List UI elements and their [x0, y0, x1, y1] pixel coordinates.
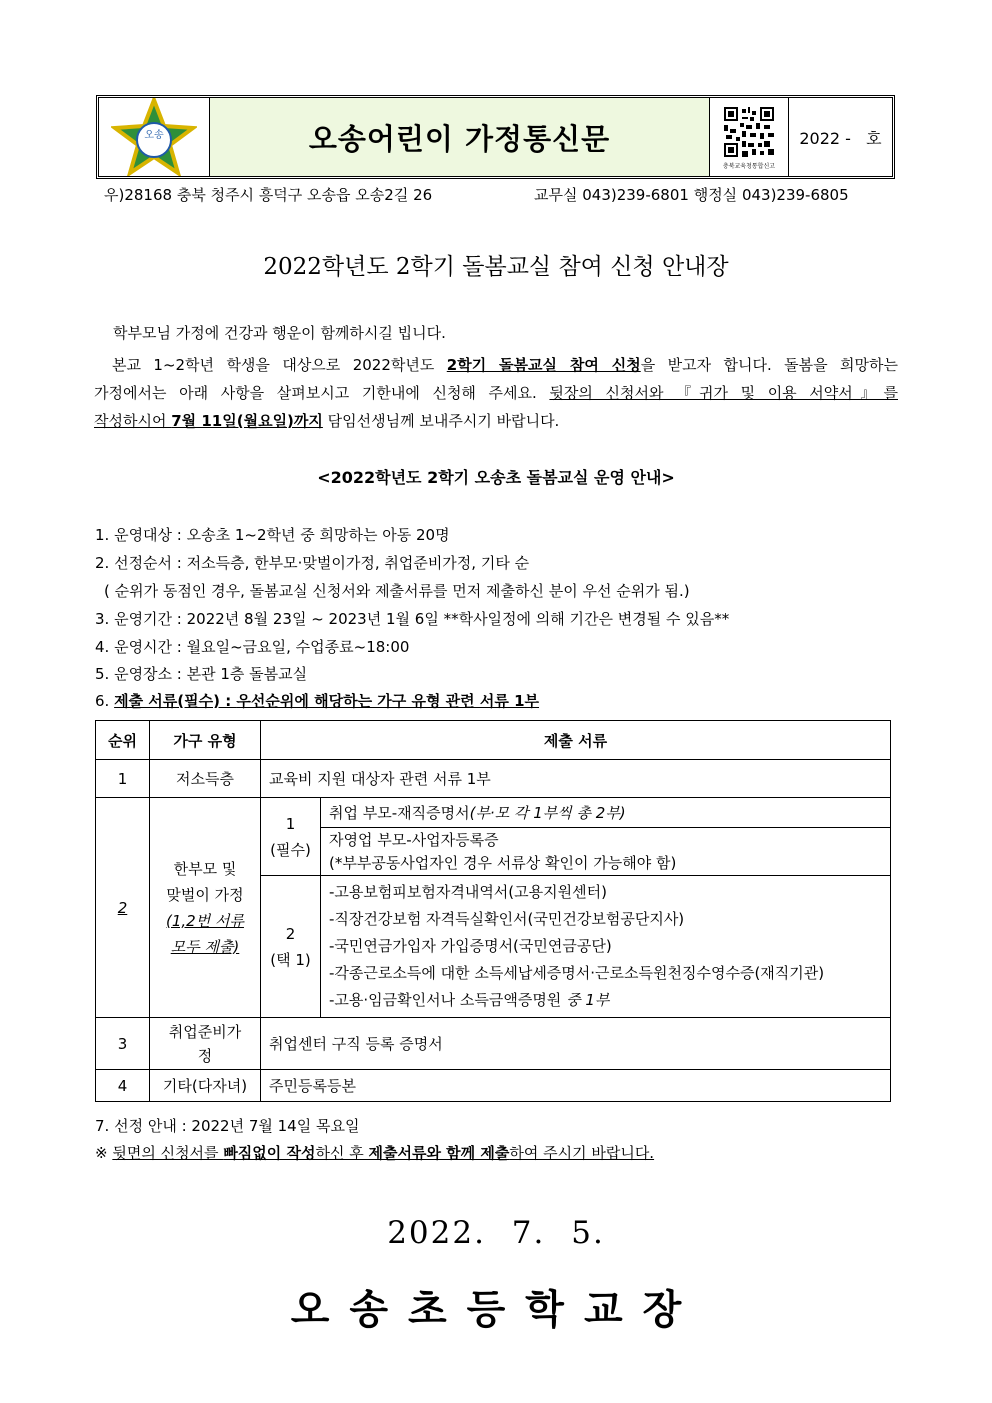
doc-text: -직장건강보험 자격득실확인서(국민건강보험공단지사)	[329, 910, 685, 928]
notice-text: 하여 주시기 바랍니다.	[509, 1144, 655, 1162]
intro-emphasis: 2학기 돌봄교실 참여 신청	[446, 356, 641, 374]
notice-emphasis: 빠짐없이 작성	[223, 1144, 316, 1162]
doc-note: (*부부공동사업자인 경우 서류상 확인이 가능해야 함)	[329, 853, 677, 872]
greeting-line: 학부모님 가정에 건강과 행운이 함께하시길 빕니다.	[113, 324, 446, 342]
notice-text: 뒷면의 신청서를	[112, 1144, 224, 1162]
doc-text: -고용보험피보험자격내역서(고용지원센터)	[329, 883, 607, 901]
type-line: 맞벌이 가정	[166, 885, 244, 904]
document-title: 2022학년도 2학기 돌봄교실 참여 신청 안내장	[263, 254, 729, 280]
table-row	[96, 798, 891, 828]
logo-text: 오송	[144, 130, 164, 141]
type-line: 한부모 및	[173, 859, 237, 878]
type-cell	[150, 798, 261, 1018]
type-cell: 기타(다자녀)	[150, 1070, 261, 1102]
submission-notice	[95, 1142, 654, 1163]
rank-cell: 4	[96, 1070, 150, 1102]
doc-cell	[321, 798, 891, 828]
item-6	[95, 690, 539, 711]
group-label: (택 1)	[270, 950, 311, 969]
group-1-cell	[261, 798, 321, 876]
group-label: (필수)	[270, 840, 311, 859]
table-header-row	[96, 721, 891, 760]
doc-cell	[321, 828, 891, 876]
type-cell: 저소득층	[150, 760, 261, 798]
item-6-label: 제출 서류(필수) :	[114, 692, 237, 710]
phone-numbers: 교무실 043)239-6801 행정실 043)239-6805	[534, 186, 849, 204]
item-5: 5. 운영장소 : 본관 1층 돌봄교실	[95, 665, 308, 683]
type-note: (1,2번 서류	[166, 911, 244, 930]
school-emblem-icon	[111, 98, 197, 176]
type-cell	[150, 1018, 261, 1070]
intro-underlined: 작성하시어	[94, 412, 172, 430]
doc-text: 자영업 부모-사업자등록증	[329, 830, 499, 849]
intro-text: 담임선생님께 보내주시기 바랍니다.	[322, 412, 560, 430]
issue-date: 2022. 7. 5.	[387, 1215, 605, 1251]
type-line: 취업준비가	[168, 1022, 242, 1041]
qr-code-icon	[722, 105, 776, 159]
group-2-cell	[261, 876, 321, 1018]
group-number: 2	[285, 924, 296, 943]
doc-note: (부·모 각 1부씩 총 2부)	[469, 804, 626, 822]
intro-text: 가정에서는 아래 사항을 살펴보시고 기한내에 신청해 주세요.	[94, 384, 550, 402]
rank-cell: 1	[96, 760, 150, 798]
masthead	[96, 95, 895, 179]
doc-text: -고용·임금확인서나 소득금액증명원	[329, 991, 567, 1009]
type-line: 정	[197, 1046, 213, 1065]
doc-cell: 취업센터 구직 등록 증명서	[261, 1018, 891, 1070]
item-1: 1. 운영대상 : 오송초 1~2학년 중 희망하는 아동 20명	[95, 526, 450, 544]
doc-cell: 주민등록등본	[261, 1070, 891, 1102]
newsletter-title: 오송어린이 가정통신문	[210, 98, 710, 176]
intro-text: 본교 1~2학년 학생을 대상으로 2022학년도	[112, 356, 447, 374]
table-row	[96, 760, 891, 798]
doc-note: 중 1부	[566, 991, 610, 1009]
intro-underlined: 뒷장의 신청서와 『귀가 및 이용 서약서』를	[549, 384, 898, 402]
item-2: 2. 선정순서 : 저소득층, 한부모·맞벌이가정, 취업준비가정, 기타 순	[95, 554, 530, 572]
doc-cell: 교육비 지원 대상자 관련 서류 1부	[261, 760, 891, 798]
notice-text: 하신 후	[315, 1144, 369, 1162]
rank-cell: 3	[96, 1018, 150, 1070]
intro-line-2	[94, 354, 898, 375]
doc-text: 취업 부모-재직증명서	[329, 804, 470, 822]
school-logo	[99, 98, 210, 176]
deadline: 7월 11일(월요일)까지	[171, 412, 323, 430]
intro-line-4	[94, 410, 559, 431]
group-number: 1	[285, 814, 296, 833]
documents-table	[95, 720, 891, 1102]
doc-text: -각종근로소득에 대한 소득세납세증명서·근로소득원천징수영수증(재직기관)	[329, 964, 825, 982]
postal-address: 우)28168 충북 청주시 흥덕구 오송읍 오송2길 26	[104, 186, 433, 204]
type-note: 모두 제출)	[170, 937, 240, 956]
header-documents: 제출 서류	[261, 721, 891, 760]
doc-text: -국민연금가입자 가입증명서(국민연금공단)	[329, 937, 612, 955]
section-title: <2022학년도 2학기 오송초 돌봄교실 운영 안내>	[317, 468, 675, 487]
table-row	[96, 1070, 891, 1102]
item-2-note: ( 순위가 동점인 경우, 돌봄교실 신청서와 제출서류를 먼저 제출하신 분이 우선 순위가 됨.)	[104, 582, 690, 600]
doc-cell	[321, 876, 891, 1018]
item-4: 4. 운영시간 : 월요일~금요일, 수업종료~18:00	[95, 638, 410, 656]
table-row	[96, 1018, 891, 1070]
issue-number: 2022 - 호	[799, 128, 882, 148]
intro-text: 을 받고자 합니다. 돌봄을 희망하는	[640, 356, 899, 374]
item-6-number: 6.	[95, 692, 115, 710]
qr-code-block[interactable]	[710, 98, 789, 176]
notice-mark: ※	[95, 1144, 113, 1162]
header-rank: 순위	[96, 721, 150, 760]
header-household-type: 가구 유형	[150, 721, 261, 760]
qr-caption: 충북교육청통합신고	[722, 162, 776, 170]
notice-emphasis: 제출서류와 함께 제출	[368, 1144, 510, 1162]
rank-cell: 2	[96, 798, 150, 1018]
item-3: 3. 운영기간 : 2022년 8월 23일 ~ 2023년 1월 6일 **학사일정에 의해 기간은 변경될 수 있음**	[95, 610, 730, 628]
intro-line-3	[94, 382, 898, 403]
item-7: 7. 선정 안내 : 2022년 7월 14일 목요일	[95, 1117, 360, 1135]
principal-signature: 오송초등학교장	[290, 1286, 702, 1333]
item-6-value: 우선순위에 해당하는 가구 유형 관련 서류 1부	[236, 692, 540, 710]
school-address	[104, 184, 849, 205]
